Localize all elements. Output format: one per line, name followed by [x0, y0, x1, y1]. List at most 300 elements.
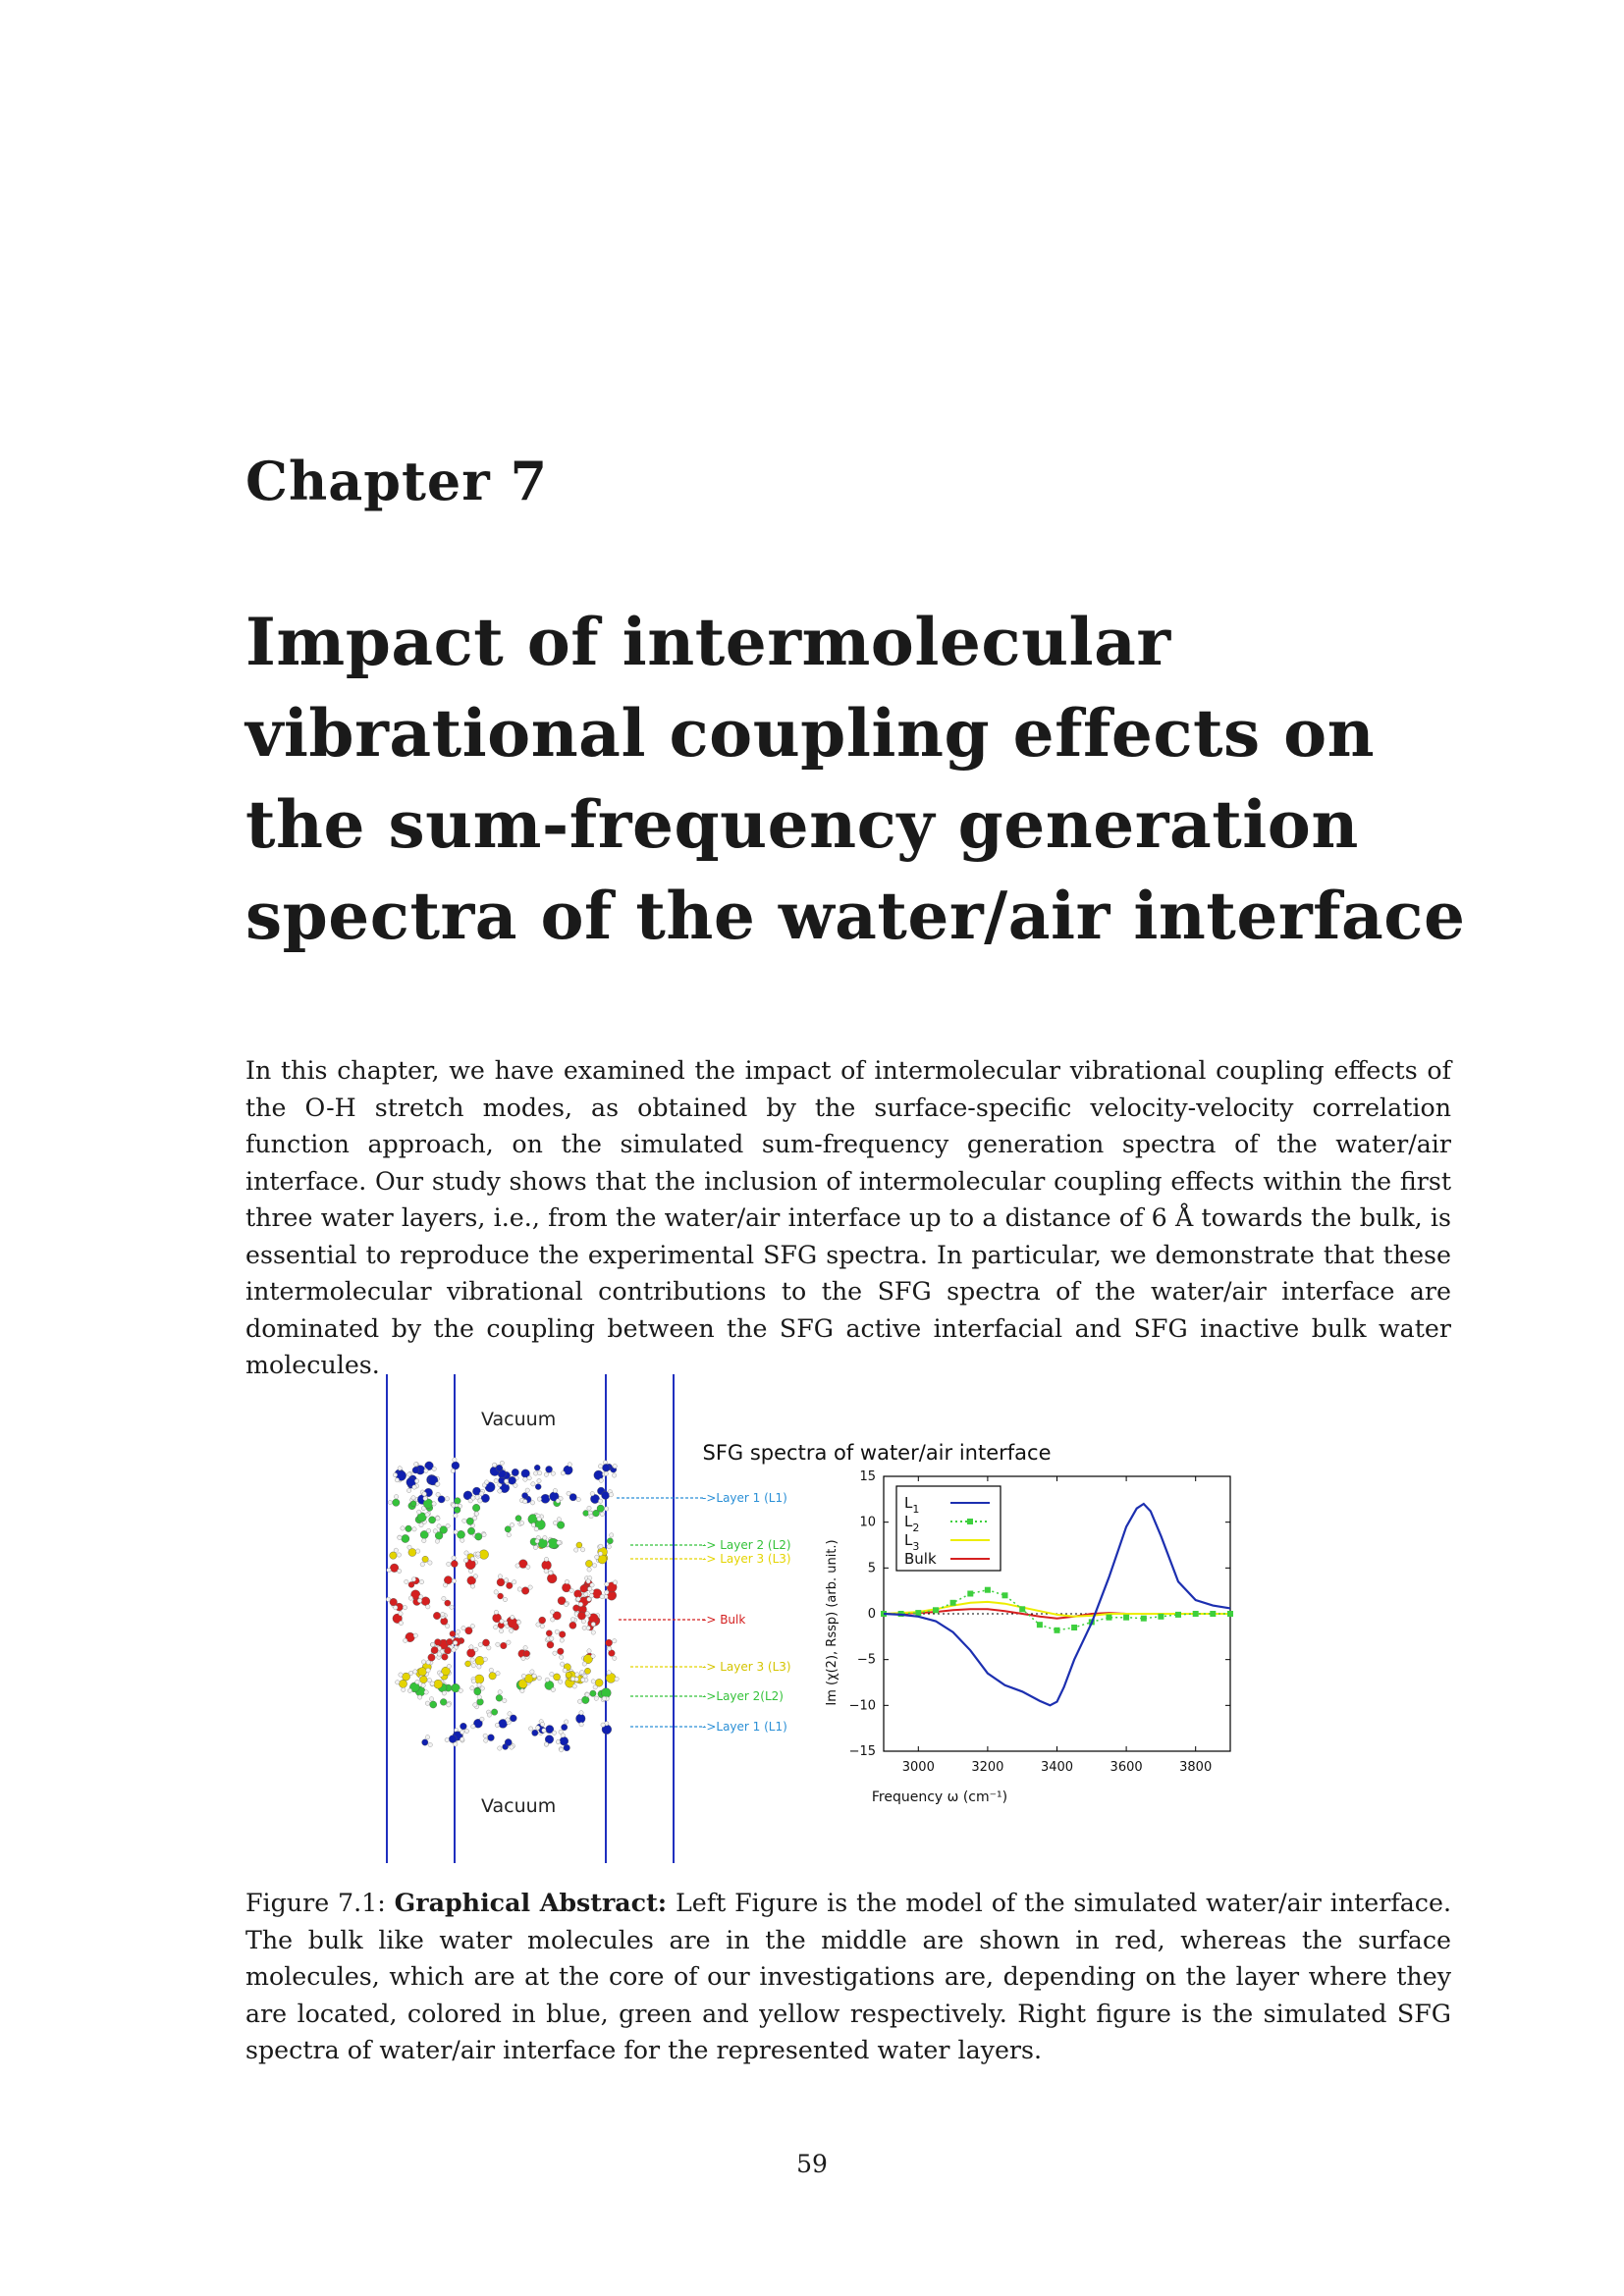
oxygen-atom [428, 1654, 435, 1661]
hydrogen-atom [560, 1638, 564, 1642]
hydrogen-atom [520, 1688, 524, 1692]
hydrogen-atom [480, 1686, 484, 1690]
y-tick-label: −10 [848, 1698, 876, 1714]
hydrogen-atom [494, 1590, 498, 1594]
x-axis-label: Frequency ω (cm⁻¹) [871, 1789, 1008, 1805]
hydrogen-atom [561, 1471, 565, 1475]
hydrogen-atom [494, 1478, 498, 1482]
hydrogen-atom [500, 1620, 504, 1624]
oxygen-atom [393, 1499, 400, 1506]
hydrogen-atom [510, 1745, 514, 1749]
hydrogen-atom [540, 1722, 544, 1726]
series-point-l2 [1193, 1611, 1199, 1617]
hydrogen-atom [477, 1682, 481, 1686]
hydrogen-atom [474, 1647, 478, 1651]
oxygen-atom [466, 1518, 473, 1524]
hydrogen-atom [447, 1664, 451, 1668]
hydrogen-atom [484, 1480, 488, 1484]
hydrogen-atom [587, 1649, 591, 1653]
oxygen-atom [477, 1698, 484, 1705]
series-point-l2 [933, 1607, 939, 1613]
hydrogen-atom [403, 1606, 406, 1610]
chart-title: SFG spectra of water/air interface [702, 1441, 1052, 1465]
hydrogen-atom [607, 1545, 611, 1549]
series-point-l2 [1002, 1592, 1008, 1598]
oxygen-atom [507, 1582, 514, 1589]
hydrogen-atom [436, 1492, 440, 1496]
hydrogen-atom [436, 1517, 440, 1521]
hydrogen-atom [456, 1629, 460, 1633]
hydrogen-atom [435, 1539, 439, 1543]
graphical-abstract-figure [373, 1372, 1257, 1865]
layer1-top-label: ->Layer 1 (L1) [702, 1491, 787, 1505]
hydrogen-atom [560, 1655, 564, 1659]
hydrogen-atom [590, 1492, 594, 1496]
hydrogen-atom [408, 1596, 412, 1600]
hydrogen-atom [471, 1680, 475, 1683]
hydrogen-atom [499, 1629, 503, 1632]
oxygen-atom [522, 1493, 528, 1499]
hydrogen-atom [441, 1612, 445, 1616]
hydrogen-atom [559, 1748, 563, 1752]
oxygen-atom [433, 1612, 440, 1619]
hydrogen-atom [532, 1674, 536, 1678]
hydrogen-atom [496, 1672, 500, 1676]
hydrogen-atom [426, 1668, 430, 1672]
oxygen-atom [479, 1550, 489, 1560]
hydrogen-atom [586, 1626, 590, 1629]
oxygen-atom [438, 1496, 445, 1503]
layer3-bottom-label: -> Layer 3 (L3) [702, 1660, 791, 1674]
hydrogen-atom [447, 1703, 451, 1707]
oxygen-atom [602, 1464, 610, 1471]
hydrogen-atom [563, 1669, 567, 1673]
hydrogen-atom [598, 1552, 602, 1556]
hydrogen-atom [503, 1698, 507, 1702]
hydrogen-atom [572, 1684, 576, 1688]
oxygen-atom [435, 1639, 442, 1646]
hydrogen-atom [460, 1737, 464, 1741]
hydrogen-atom [513, 1580, 516, 1584]
hydrogen-atom [610, 1533, 614, 1537]
hydrogen-atom [591, 1654, 595, 1658]
hydrogen-atom [580, 1548, 584, 1552]
oxygen-atom [390, 1598, 398, 1606]
molecule-cluster [386, 1458, 619, 1752]
x-tick-label: 3800 [1179, 1760, 1213, 1775]
oxygen-atom [546, 1466, 553, 1472]
oxygen-atom [482, 1639, 489, 1646]
hydrogen-atom [432, 1502, 436, 1506]
legend-marker [967, 1519, 973, 1524]
hydrogen-atom [429, 1697, 433, 1701]
oxygen-atom [558, 1648, 565, 1655]
oxygen-atom [434, 1680, 443, 1688]
hydrogen-atom [475, 1495, 479, 1499]
hydrogen-atom [551, 1618, 555, 1622]
series-point-l2 [1019, 1606, 1025, 1612]
hydrogen-atom [487, 1646, 491, 1650]
hydrogen-atom [461, 1626, 465, 1629]
hydrogen-atom [394, 1606, 398, 1610]
oxygen-atom [474, 1688, 481, 1695]
hydrogen-atom [544, 1557, 548, 1561]
hydrogen-atom [567, 1491, 570, 1495]
hydrogen-atom [570, 1677, 574, 1681]
hydrogen-atom [424, 1468, 428, 1472]
oxygen-atom [580, 1585, 588, 1593]
hydrogen-atom [451, 1468, 455, 1472]
oxygen-atom [465, 1661, 471, 1667]
hydrogen-atom [420, 1563, 424, 1567]
hydrogen-atom [414, 1479, 418, 1483]
hydrogen-atom [551, 1687, 555, 1691]
hydrogen-atom [471, 1664, 475, 1668]
oxygen-atom [445, 1600, 451, 1606]
oxygen-atom [475, 1533, 482, 1540]
hydrogen-atom [401, 1526, 405, 1530]
hydrogen-atom [489, 1668, 493, 1672]
hydrogen-atom [509, 1629, 513, 1632]
hydrogen-atom [599, 1544, 603, 1548]
hydrogen-atom [511, 1615, 514, 1619]
hydrogen-atom [588, 1587, 592, 1591]
figure-caption [245, 1885, 1451, 2069]
hydrogen-atom [473, 1516, 477, 1520]
oxygen-atom [534, 1465, 540, 1470]
hydrogen-atom [411, 1496, 415, 1500]
oxygen-atom [573, 1605, 580, 1612]
hydrogen-atom [388, 1500, 392, 1504]
hydrogen-atom [576, 1497, 580, 1501]
hydrogen-atom [470, 1557, 474, 1561]
hydrogen-atom [508, 1712, 512, 1716]
hydrogen-atom [412, 1485, 416, 1489]
hydrogen-atom [417, 1695, 421, 1699]
hydrogen-atom [407, 1472, 411, 1476]
hydrogen-atom [565, 1720, 568, 1724]
hydrogen-atom [437, 1524, 441, 1528]
oxygen-atom [562, 1724, 568, 1730]
hydrogen-atom [557, 1540, 561, 1544]
oxygen-atom [455, 1498, 461, 1505]
chapter-label: Chapter 7 [245, 450, 549, 512]
hydrogen-atom [464, 1551, 468, 1555]
legend-label: Bulk [904, 1550, 937, 1568]
hydrogen-atom [516, 1621, 520, 1625]
hydrogen-atom [492, 1463, 496, 1467]
oxygen-atom [440, 1699, 447, 1706]
hydrogen-atom [498, 1575, 502, 1578]
series-point-l2 [1037, 1622, 1043, 1628]
oxygen-atom [429, 1517, 436, 1523]
hydrogen-atom [498, 1489, 502, 1493]
x-tick-label: 3600 [1110, 1760, 1143, 1775]
hydrogen-atom [411, 1577, 415, 1581]
hydrogen-atom [599, 1478, 603, 1482]
hydrogen-atom [432, 1467, 436, 1470]
hydrogen-atom [426, 1605, 430, 1609]
hydrogen-atom [443, 1583, 447, 1587]
oxygen-atom [560, 1736, 568, 1745]
hydrogen-atom [570, 1618, 574, 1622]
hydrogen-atom [540, 1624, 544, 1628]
hydrogen-atom [594, 1696, 598, 1700]
hydrogen-atom [557, 1518, 561, 1522]
hydrogen-atom [600, 1594, 604, 1598]
hydrogen-atom [556, 1739, 560, 1743]
oxygen-atom [547, 1574, 557, 1583]
hydrogen-atom [559, 1730, 563, 1734]
series-point-l2 [1158, 1614, 1164, 1620]
oxygen-atom [583, 1511, 589, 1517]
hydrogen-atom [559, 1680, 563, 1683]
hydrogen-atom [581, 1678, 585, 1682]
hydrogen-atom [470, 1686, 474, 1690]
hydrogen-atom [398, 1467, 402, 1470]
hydrogen-atom [399, 1621, 403, 1625]
hydrogen-atom [613, 1656, 617, 1660]
hydrogen-atom [477, 1665, 481, 1669]
oxygen-atom [460, 1723, 467, 1730]
hydrogen-atom [433, 1529, 437, 1533]
hydrogen-atom [460, 1730, 464, 1734]
hydrogen-atom [459, 1688, 462, 1692]
hydrogen-atom [402, 1687, 406, 1691]
oxygen-atom [408, 1581, 414, 1587]
hydrogen-atom [393, 1472, 397, 1476]
oxygen-atom [582, 1696, 590, 1704]
hydrogen-atom [494, 1626, 498, 1629]
oxygen-atom [431, 1647, 438, 1654]
hydrogen-atom [474, 1512, 478, 1516]
hydrogen-atom [452, 1578, 456, 1582]
hydrogen-atom [577, 1699, 581, 1703]
hydrogen-atom [423, 1496, 427, 1500]
oxygen-atom [577, 1612, 585, 1620]
hydrogen-atom [478, 1642, 482, 1646]
hydrogen-atom [548, 1571, 552, 1575]
hydrogen-atom [447, 1562, 451, 1566]
oxygen-atom [547, 1641, 554, 1648]
hydrogen-atom [550, 1610, 554, 1614]
oxygen-atom [542, 1561, 552, 1571]
hydrogen-atom [552, 1731, 556, 1735]
hydrogen-atom [454, 1640, 458, 1644]
hydrogen-atom [476, 1552, 480, 1556]
series-point-l2 [915, 1610, 921, 1616]
hydrogen-atom [555, 1629, 559, 1633]
hydrogen-atom [544, 1742, 548, 1746]
caption-label: Graphical Abstract: [394, 1888, 668, 1917]
hydrogen-atom [419, 1579, 423, 1583]
hydrogen-atom [553, 1651, 557, 1655]
hydrogen-atom [408, 1671, 412, 1675]
series-point-l2 [1210, 1611, 1216, 1617]
hydrogen-atom [471, 1496, 475, 1500]
oxygen-atom [601, 1688, 611, 1698]
hydrogen-atom [534, 1527, 538, 1531]
hydrogen-atom [507, 1640, 511, 1644]
oxygen-atom [607, 1538, 613, 1544]
oxygen-atom [557, 1522, 565, 1529]
hydrogen-atom [530, 1670, 534, 1674]
oxygen-atom [576, 1542, 582, 1548]
hydrogen-atom [528, 1585, 532, 1589]
hydrogen-atom [550, 1636, 554, 1640]
hydrogen-atom [515, 1564, 519, 1568]
series-point-l2 [1123, 1615, 1129, 1621]
hydrogen-atom [591, 1630, 595, 1634]
hydrogen-atom [439, 1673, 443, 1677]
x-tick-label: 3000 [901, 1760, 935, 1775]
hydrogen-atom [470, 1658, 474, 1662]
hydrogen-atom [580, 1670, 584, 1674]
hydrogen-atom [613, 1464, 617, 1468]
chapter-title: Impact of intermolecular vibrational coupling effects on the sum-frequency generation spectra of the water/air interface [245, 604, 1466, 954]
hydrogen-atom [521, 1674, 525, 1678]
series-point-l2 [1227, 1611, 1233, 1617]
hydrogen-atom [396, 1681, 400, 1684]
oxygen-atom [585, 1560, 592, 1567]
hydrogen-atom [565, 1579, 568, 1583]
series-point-l2 [1107, 1615, 1112, 1621]
hydrogen-atom [585, 1692, 589, 1696]
hydrogen-atom [615, 1677, 619, 1681]
bulk-label: -> Bulk [702, 1613, 746, 1627]
y-axis-label: Im (χ(2), Rssp) (arb. unit.) [825, 1539, 839, 1706]
hydrogen-atom [556, 1499, 560, 1503]
oxygen-atom [402, 1534, 409, 1542]
oxygen-atom [475, 1656, 484, 1665]
hydrogen-atom [479, 1492, 483, 1496]
oxygen-atom [574, 1590, 582, 1598]
hydrogen-atom [425, 1701, 429, 1705]
layer1-bottom-label: ->Layer 1 (L1) [702, 1720, 787, 1734]
legend-label: $L_2$ [904, 1513, 920, 1534]
y-tick-label: 5 [867, 1561, 876, 1576]
series-point-l2 [985, 1587, 991, 1593]
hydrogen-atom [387, 1568, 391, 1572]
hydrogen-atom [469, 1645, 473, 1649]
hydrogen-atom [537, 1517, 541, 1521]
oxygen-atom [457, 1530, 464, 1538]
hydrogen-atom [609, 1493, 613, 1497]
hydrogen-atom [553, 1521, 557, 1524]
oxygen-atom [546, 1630, 552, 1636]
oxygen-atom [496, 1465, 503, 1471]
hydrogen-atom [442, 1596, 446, 1600]
hydrogen-atom [480, 1717, 484, 1721]
hydrogen-atom [463, 1558, 467, 1562]
hydrogen-atom [386, 1597, 390, 1601]
hydrogen-atom [574, 1548, 578, 1552]
hydrogen-atom [407, 1688, 411, 1692]
hydrogen-atom [587, 1568, 591, 1572]
hydrogen-atom [417, 1598, 421, 1602]
oxygen-atom [451, 1561, 458, 1568]
hydrogen-atom [484, 1738, 488, 1742]
hydrogen-atom [595, 1555, 599, 1559]
hydrogen-atom [612, 1473, 616, 1477]
hydrogen-atom [450, 1605, 454, 1609]
series-point-l2 [967, 1591, 973, 1597]
hydrogen-atom [514, 1483, 517, 1487]
oxygen-atom [554, 1674, 561, 1681]
vacuum-bottom-label: Vacuum [481, 1795, 557, 1817]
hydrogen-atom [607, 1671, 611, 1675]
hydrogen-atom [527, 1476, 531, 1480]
hydrogen-atom [517, 1587, 521, 1591]
hydrogen-atom [478, 1499, 482, 1503]
oxygen-atom [559, 1631, 566, 1638]
hydrogen-atom [582, 1626, 586, 1629]
hydrogen-atom [521, 1656, 525, 1660]
hydrogen-atom [504, 1578, 508, 1582]
hydrogen-atom [523, 1645, 527, 1649]
hydrogen-atom [405, 1579, 408, 1583]
hydrogen-atom [425, 1735, 429, 1739]
oxygen-atom [472, 1504, 480, 1512]
hydrogen-atom [406, 1488, 410, 1492]
hydrogen-atom [495, 1723, 499, 1727]
hydrogen-atom [483, 1657, 487, 1661]
hydrogen-atom [598, 1499, 602, 1503]
hydrogen-atom [530, 1501, 534, 1505]
hydrogen-atom [538, 1471, 542, 1475]
oxygen-atom [569, 1622, 576, 1629]
x-tick-label: 3400 [1040, 1760, 1074, 1775]
oxygen-atom [576, 1714, 586, 1724]
oxygen-atom [408, 1549, 416, 1557]
series-point-l2 [1071, 1625, 1077, 1630]
hydrogen-atom [426, 1660, 430, 1664]
oxygen-atom [410, 1501, 416, 1507]
hydrogen-atom [473, 1703, 477, 1707]
hydrogen-atom [422, 1538, 426, 1542]
chart-legend [896, 1486, 1001, 1571]
hydrogen-atom [503, 1597, 507, 1601]
oxygen-atom [406, 1525, 412, 1532]
hydrogen-atom [507, 1533, 511, 1537]
hydrogen-atom [575, 1673, 579, 1677]
oxygen-atom [496, 1694, 503, 1701]
hydrogen-atom [613, 1639, 617, 1643]
oxygen-atom [489, 1673, 496, 1680]
hydrogen-atom [407, 1545, 411, 1549]
hydrogen-atom [394, 1495, 398, 1499]
oxygen-atom [498, 1593, 504, 1599]
hydrogen-atom [454, 1742, 458, 1746]
hydrogen-atom [454, 1530, 458, 1534]
hydrogen-atom [500, 1461, 504, 1465]
oxygen-atom [412, 1467, 419, 1473]
hydrogen-atom [550, 1672, 554, 1676]
hydrogen-atom [498, 1746, 502, 1750]
hydrogen-atom [526, 1565, 530, 1569]
hydrogen-atom [414, 1462, 418, 1466]
hydrogen-atom [605, 1590, 609, 1594]
hydrogen-atom [437, 1652, 441, 1656]
oxygen-atom [452, 1462, 460, 1469]
hydrogen-atom [579, 1711, 583, 1715]
vacuum-top-label: Vacuum [481, 1409, 557, 1430]
oxygen-atom [418, 1668, 427, 1677]
oxygen-atom [447, 1638, 454, 1645]
hydrogen-atom [581, 1620, 585, 1624]
hydrogen-atom [413, 1633, 417, 1637]
hydrogen-atom [415, 1680, 419, 1683]
